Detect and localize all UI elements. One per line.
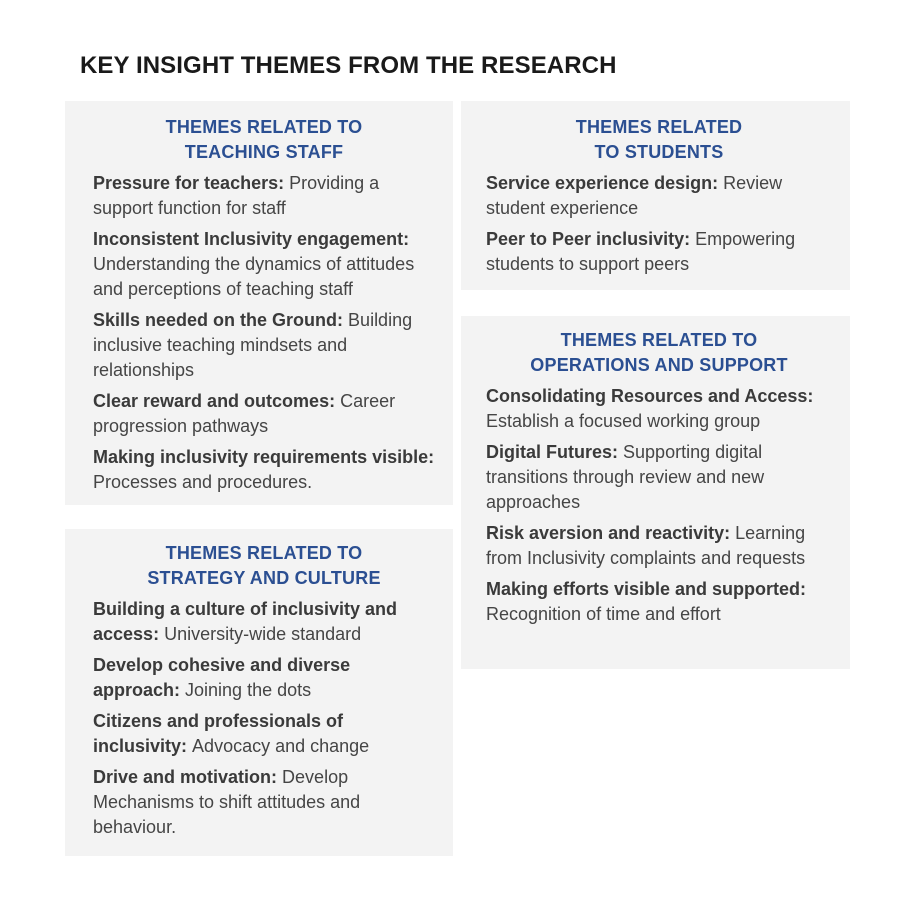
theme-text: Providing a support function for staff — [93, 173, 380, 218]
heading-line: THEMES RELATED TO — [165, 117, 363, 137]
theme-text: Empowering students to support peers — [486, 229, 796, 274]
theme-item — [93, 597, 435, 647]
theme-lead: Drive and motivation: — [93, 767, 278, 787]
page-title: KEY INSIGHT THEMES FROM THE RESEARCH — [80, 52, 617, 79]
theme-item — [486, 440, 832, 515]
theme-text: Building inclusive teaching mindsets and relationships — [93, 310, 413, 380]
theme-lead: Digital Futures: — [486, 442, 619, 462]
theme-item — [93, 308, 435, 383]
theme-item — [486, 384, 832, 434]
theme-text: Understanding the dynamics of attitudes and perceptions of teaching staff — [93, 254, 415, 299]
theme-lead: Clear reward and outcomes: — [93, 391, 336, 411]
theme-text: Recognition of time and effort — [486, 604, 721, 624]
theme-item — [486, 577, 832, 627]
theme-item — [93, 389, 435, 439]
theme-lead: Building a culture of inclusivity and access: — [93, 599, 398, 644]
theme-item — [93, 171, 435, 221]
theme-lead: Citizens and professionals of inclusivity: — [93, 711, 344, 756]
theme-text: Learning from Inclusivity complaints and requests — [486, 523, 806, 568]
theme-item — [93, 709, 435, 759]
theme-item — [93, 445, 435, 495]
operations-support-heading — [486, 328, 832, 378]
heading-line: TEACHING STAFF — [184, 142, 344, 162]
strategy-culture-heading — [93, 541, 435, 591]
theme-text: Review student experience — [486, 173, 783, 218]
strategy-culture-panel — [65, 529, 453, 856]
theme-lead: Risk aversion and reactivity: — [486, 523, 731, 543]
theme-lead: Develop cohesive and diverse approach: — [93, 655, 351, 700]
theme-text: University-wide standard — [164, 624, 362, 644]
heading-line: STRATEGY AND CULTURE — [147, 568, 381, 588]
theme-lead: Inconsistent Inclusivity engagement: — [93, 229, 410, 249]
theme-item — [93, 765, 435, 840]
theme-item — [486, 171, 832, 221]
theme-lead: Consolidating Resources and Access: — [486, 386, 814, 406]
heading-line: TO STUDENTS — [594, 142, 724, 162]
theme-item — [486, 227, 832, 277]
students-panel — [461, 101, 850, 290]
theme-text: Develop Mechanisms to shift attitudes and behaviour. — [93, 767, 361, 837]
theme-lead: Skills needed on the Ground: — [93, 310, 344, 330]
operations-support-panel — [461, 316, 850, 669]
teaching-staff-heading — [93, 115, 435, 165]
theme-item — [486, 521, 832, 571]
teaching-staff-panel — [65, 101, 453, 505]
theme-item — [93, 227, 435, 302]
theme-item — [93, 653, 435, 703]
theme-text: Establish a focused working group — [486, 411, 761, 431]
theme-text: Career progression pathways — [93, 391, 396, 436]
theme-lead: Service experience design: — [486, 173, 719, 193]
theme-lead: Peer to Peer inclusivity: — [486, 229, 691, 249]
theme-lead: Pressure for teachers: — [93, 173, 285, 193]
students-heading — [486, 115, 832, 165]
theme-text: Advocacy and change — [192, 736, 370, 756]
theme-text: Supporting digital transitions through review and new approaches — [486, 442, 765, 512]
heading-line: THEMES RELATED TO — [560, 330, 758, 350]
theme-text: Joining the dots — [185, 680, 312, 700]
heading-line: THEMES RELATED — [575, 117, 743, 137]
theme-text: Processes and procedures. — [93, 472, 313, 492]
theme-lead: Making efforts visible and supported: — [486, 579, 807, 599]
heading-line: OPERATIONS AND SUPPORT — [530, 355, 788, 375]
heading-line: THEMES RELATED TO — [165, 543, 363, 563]
theme-lead: Making inclusivity requirements visible: — [93, 447, 435, 467]
